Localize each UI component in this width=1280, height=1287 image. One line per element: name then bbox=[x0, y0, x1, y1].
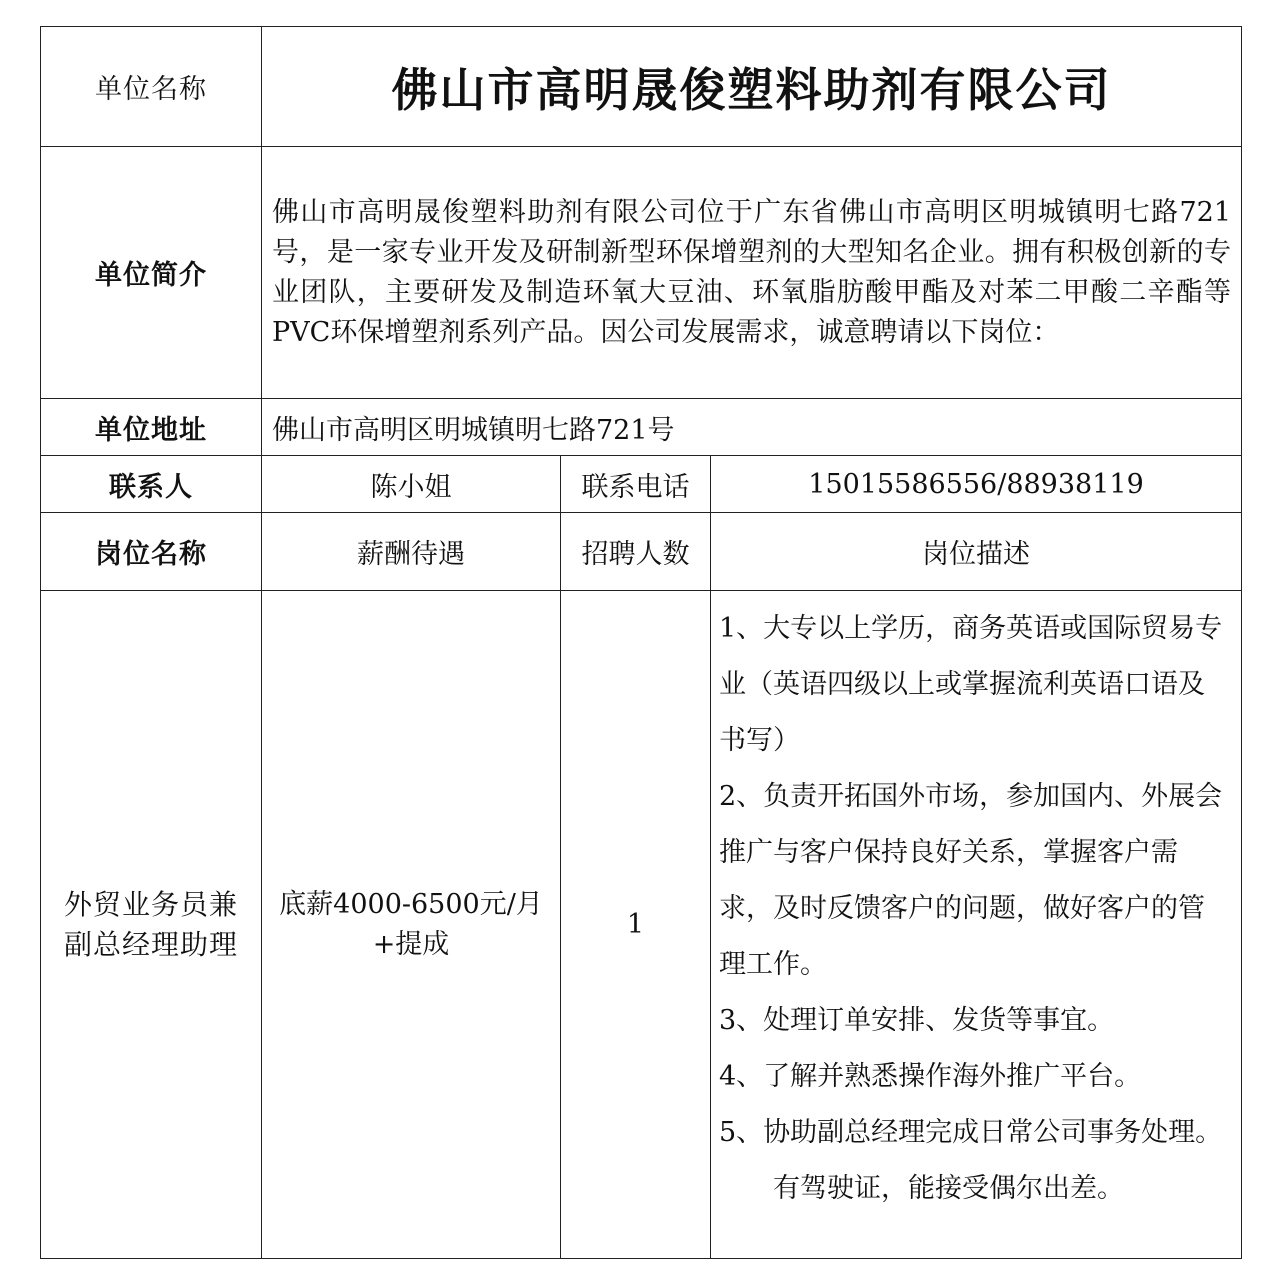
description-item: 3、处理订单安排、发货等事宜。 bbox=[719, 1005, 1115, 1036]
job-description-cell bbox=[711, 591, 1242, 1259]
headcount-value: 1 bbox=[561, 591, 711, 1259]
job-title-line2: 副总经理助理 bbox=[63, 927, 238, 961]
row-company-address bbox=[41, 399, 1242, 456]
salary-cell bbox=[262, 591, 561, 1259]
contact-person-label: 联系人 bbox=[41, 456, 262, 513]
description-item: 5、协助副总经理完成日常公司事务处理。 bbox=[719, 1117, 1223, 1148]
contact-person-value: 陈小姐 bbox=[262, 456, 561, 513]
contact-phone-value: 15015586556/88938119 bbox=[711, 456, 1242, 513]
company-address-value: 佛山市高明区明城镇明七路721号 bbox=[262, 399, 1242, 456]
salary-line2: +提成 bbox=[372, 928, 450, 960]
job-title-line1: 外贸业务员兼 bbox=[63, 887, 238, 921]
job-description-header: 岗位描述 bbox=[711, 513, 1242, 591]
headcount-header: 招聘人数 bbox=[561, 513, 711, 591]
company-name-label: 单位名称 bbox=[41, 27, 262, 147]
job-title-cell bbox=[41, 591, 262, 1259]
description-item: 1、大专以上学历，商务英语或国际贸易专业（英语四级以上或掌握流利英语口语及书写） bbox=[719, 613, 1223, 756]
company-name-value: 佛山市高明晟俊塑料助剂有限公司 bbox=[262, 27, 1242, 147]
salary-line1: 底薪4000-6500元/月 bbox=[279, 888, 543, 920]
job-name-header: 岗位名称 bbox=[41, 513, 262, 591]
company-intro-label: 单位简介 bbox=[41, 147, 262, 399]
description-item: 4、了解并熟悉操作海外推广平台。 bbox=[719, 1061, 1142, 1092]
description-item: 2、负责开拓国外市场，参加国内、外展会推广与客户保持良好关系，掌握客户需求，及时反馈客户的问题，做好客户的管理工作。 bbox=[719, 781, 1223, 980]
row-company-intro bbox=[41, 147, 1242, 399]
row-company-name bbox=[41, 27, 1242, 147]
row-job-detail bbox=[41, 591, 1242, 1259]
salary-header: 薪酬待遇 bbox=[262, 513, 561, 591]
company-intro-text: 佛山市高明晟俊塑料助剂有限公司位于广东省佛山市高明区明城镇明七路721号，是一家专业开发及研制新型环保增塑剂的大型知名企业。拥有积极创新的专业团队，主要研发及制造环氧大豆油、环氧脂肪酸甲酯及对苯二甲酸二辛酯等PVC环保增塑剂系列产品。因公司发展需求，诚意聘请以下岗位： bbox=[262, 147, 1242, 399]
row-job-header bbox=[41, 513, 1242, 591]
contact-phone-label: 联系电话 bbox=[561, 456, 711, 513]
company-address-label: 单位地址 bbox=[41, 399, 262, 456]
recruitment-form-table bbox=[40, 26, 1242, 1259]
description-note: 有驾驶证，能接受偶尔出差。 bbox=[773, 1173, 1124, 1204]
row-contact bbox=[41, 456, 1242, 513]
